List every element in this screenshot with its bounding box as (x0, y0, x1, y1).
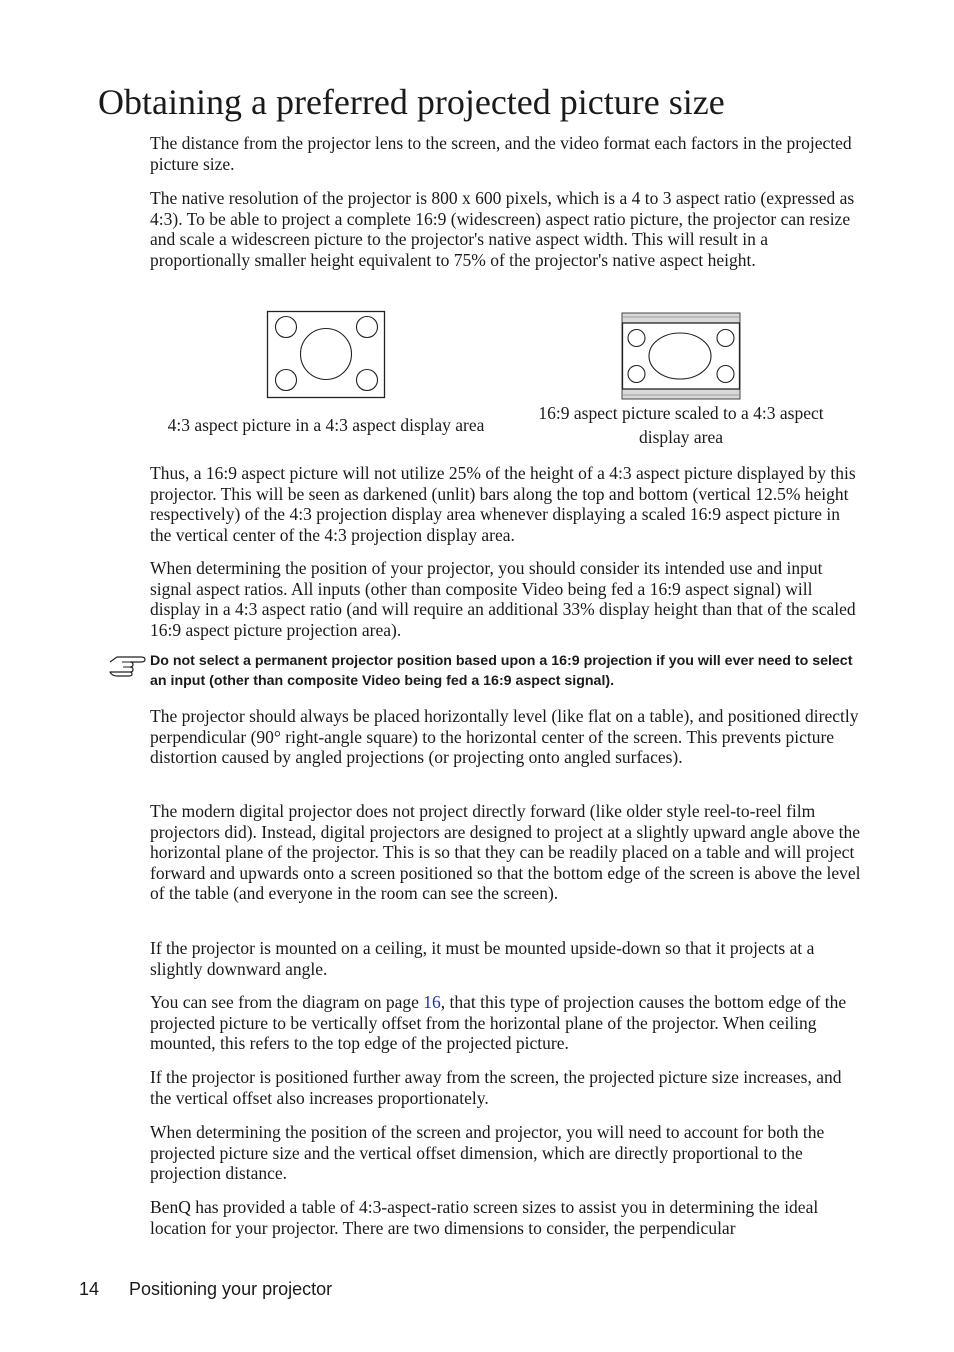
link-para-text: You can see from the diagram on page (150, 992, 424, 1012)
paragraph: The modern digital projector does not project directly forward (like older style reel-to-reel film projectors did). Instead, digital projectors are designed to project at a slightly upward angle above the horizontal plane of the projector. This is so that they can be readily placed on a table and will project forward and upwards onto a screen positioned so that the bottom edge of the screen is above the level of the table (and everyone in the room can see the screen). (150, 801, 861, 903)
paragraph: The native resolution of the projector is 800 x 600 pixels, which is a 4 to 3 aspect ratio (expressed as 4:3). To be able to project a complete 16:9 (widescreen) aspect ratio picture, the projector can resize and scale a widescreen picture to the projector's native aspect width. This will result in a proportionally smaller height equivalent to 75% of the projector's native aspect height. (150, 188, 855, 270)
paragraph: The projector should always be placed horizontally level (like flat on a table), and positioned directly perpendicular (90° right-angle square) to the horizontal center of the screen. This prevents picture distortion caused by angled projections (or projecting onto angled surfaces). (150, 706, 859, 767)
paragraph: The distance from the projector lens to the screen, and the video format each factors in the projected picture size. (150, 133, 852, 174)
page-number: 14 (79, 1279, 100, 1299)
footer-section-title: Positioning your projector (129, 1279, 333, 1299)
paragraph-with-link (150, 992, 862, 1054)
paragraph: If the projector is positioned further away from the screen, the projected picture size increases, and the vertical offset also increases proportionately. (150, 1067, 842, 1108)
paragraph: When determining the position of your projector, you should consider its intended use and input signal aspect ratios. All inputs (other than composite Video being fed a 16:9 aspect signal) will display in a 4:3 aspect ratio (and will require an additional 33% display height than that of the scaled 16:9 aspect picture projection area). (150, 558, 856, 640)
figure-caption-right: 16:9 aspect picture scaled to a 4:3 aspect display area (538, 403, 824, 447)
paragraph: If the projector is mounted on a ceiling, it must be mounted upside-down so that it projects at a slightly downward angle. (150, 938, 815, 979)
paragraph: When determining the position of the screen and projector, you will need to account for both the projected picture size and the vertical offset dimension, which are directly proportional to the projection distance. (150, 1122, 825, 1183)
page-16-link[interactable]: 16 (423, 992, 441, 1012)
page-title: Obtaining a preferred projected picture size (98, 82, 725, 122)
aspect-16-9-figure (621, 312, 741, 400)
paragraph: BenQ has provided a table of 4:3-aspect-ratio screen sizes to assist you in determining the ideal location for your projector. There are two dimensions to consider, the perpendicular (150, 1197, 819, 1238)
note-text: Do not select a permanent projector position based upon a 16:9 projection if you will ever need to select an input (other than composite Video being fed a 16:9 aspect signal). (150, 653, 853, 689)
paragraph: Thus, a 16:9 aspect picture will not utilize 25% of the height of a 4:3 aspect picture displayed by this projector. This will be seen as darkened (unlit) bars along the top and bottom (vertical 12.5% height respectively) of the 4:3 projection display area whenever displaying a scaled 16:9 aspect picture in the vertical center of the 4:3 projection display area. (150, 463, 856, 545)
aspect-4-3-figure (266, 310, 386, 400)
page-footer (79, 1278, 332, 1300)
figure-caption-left: 4:3 aspect picture in a 4:3 aspect display area (167, 415, 485, 435)
link-para-text: , that this type of projection causes the bottom edge of the projected picture to be vertically offset from the horizontal plane of the projector. When ceiling mounted, this refers to the top edge of the projected picture. (150, 992, 847, 1053)
pointing-hand-icon (108, 653, 148, 677)
